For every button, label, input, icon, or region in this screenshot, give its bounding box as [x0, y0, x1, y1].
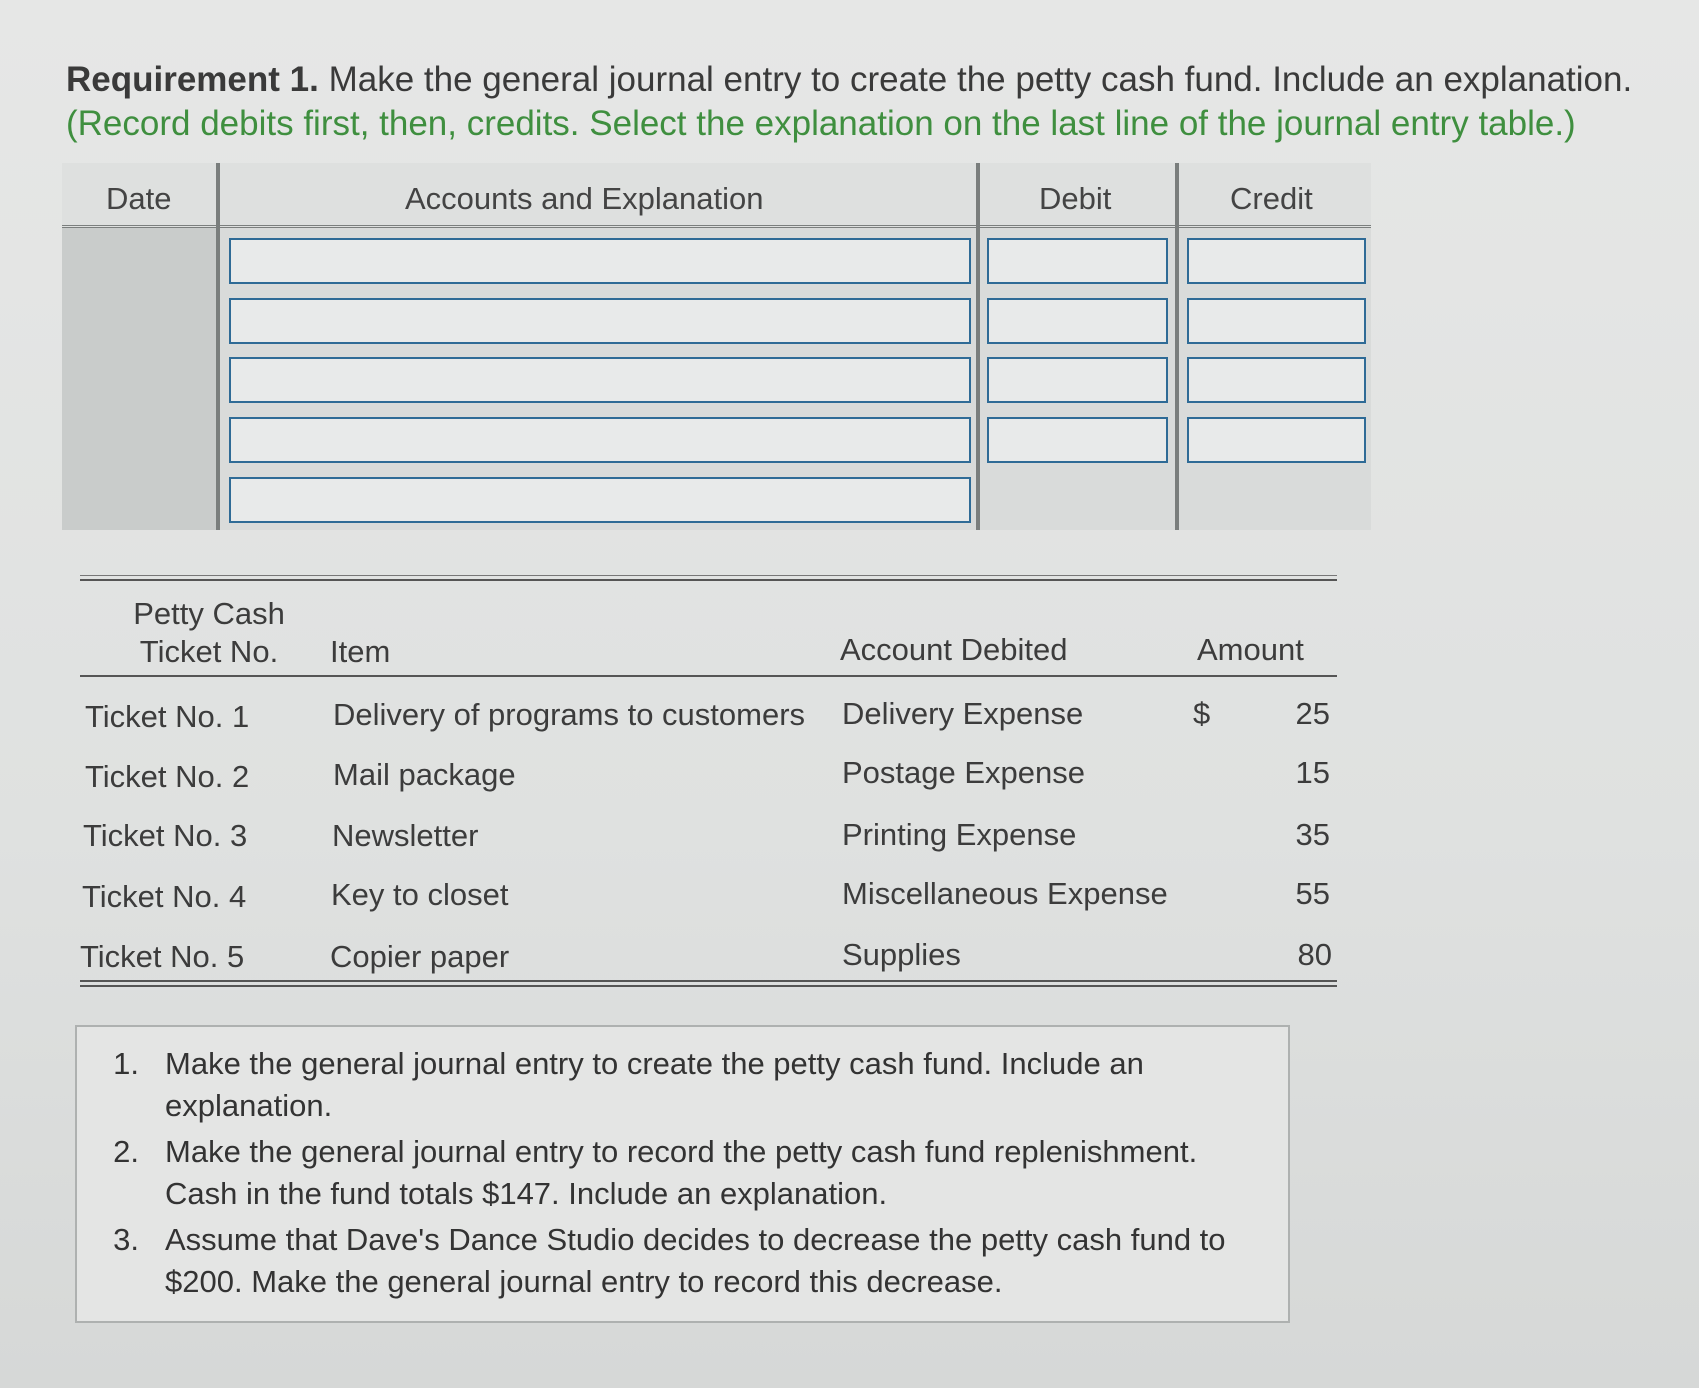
header-ticket-line2: Ticket No. — [139, 634, 279, 669]
account-input-row-2[interactable] — [229, 298, 971, 344]
ticket-amount: 25 — [1295, 696, 1330, 731]
date-column — [62, 228, 216, 530]
column-divider — [216, 163, 220, 530]
header-date: Date — [106, 181, 172, 216]
ticket-number: Ticket No. 3 — [83, 818, 248, 853]
ticket-account: Delivery Expense — [842, 696, 1084, 731]
requirement-text: Make the general journal entry to create the petty cash fund. Include an explanation. — [165, 1046, 1144, 1123]
requirement-item — [113, 1131, 1275, 1215]
ticket-item: Mail package — [333, 757, 516, 792]
header-account-debited: Account Debited — [840, 632, 1068, 667]
credit-input-row-1[interactable] — [1187, 238, 1366, 284]
requirement-instruction: (Record debits first, then, credits. Select the explanation on the last line of the journal entry table.) — [66, 104, 1576, 143]
requirement-number: 2. — [113, 1134, 139, 1169]
header-ticket-line1: Petty Cash — [133, 596, 285, 631]
credit-input-row-3[interactable] — [1187, 357, 1366, 403]
header-credit: Credit — [1230, 181, 1313, 216]
requirement-number: 3. — [113, 1222, 139, 1257]
header-ticket — [124, 595, 294, 671]
ticket-account: Miscellaneous Expense — [842, 876, 1168, 911]
journal-entry-table — [62, 163, 1371, 530]
ticket-number: Ticket No. 2 — [85, 759, 250, 794]
requirement-text: Make the general journal entry to record the petty cash fund replenishment. Cash in the fund totals $147. Include an explanation. — [165, 1134, 1198, 1211]
ticket-number: Ticket No. 5 — [80, 939, 245, 974]
requirement-label: Requirement 1. — [66, 60, 319, 99]
ticket-amount: 35 — [1295, 817, 1330, 852]
ticket-amount: 80 — [1297, 937, 1332, 972]
ticket-number: Ticket No. 4 — [82, 879, 247, 914]
header-rule — [80, 675, 1337, 677]
currency-symbol: $ — [1193, 696, 1211, 731]
ticket-account: Postage Expense — [842, 755, 1086, 790]
ticket-amount: 55 — [1295, 876, 1330, 911]
requirements-box — [75, 1025, 1290, 1323]
table-bottom-rule — [80, 980, 1337, 987]
account-input-row-4[interactable] — [229, 417, 971, 463]
requirement-item — [113, 1219, 1275, 1303]
header-item: Item — [330, 634, 391, 669]
requirement-text: Assume that Dave's Dance Studio decides to decrease the petty cash fund to $200. Make the general journal entry to record this decrease. — [165, 1222, 1226, 1299]
debit-input-row-4[interactable] — [987, 417, 1168, 463]
column-divider — [976, 163, 980, 530]
debit-input-row-2[interactable] — [987, 298, 1168, 344]
explanation-input[interactable] — [229, 477, 971, 523]
ticket-amount: 15 — [1295, 755, 1330, 790]
requirement-text: Make the general journal entry to create the petty cash fund. Include an explanation. — [318, 60, 1633, 99]
debit-input-row-3[interactable] — [987, 357, 1168, 403]
debit-input-row-1[interactable] — [987, 238, 1168, 284]
ticket-item: Newsletter — [332, 818, 479, 853]
requirement-item — [113, 1043, 1275, 1127]
ticket-item: Copier paper — [330, 939, 510, 974]
header-debit: Debit — [1039, 181, 1112, 216]
petty-cash-table — [80, 575, 1337, 990]
header-accounts: Accounts and Explanation — [405, 181, 764, 216]
ticket-item: Delivery of programs to customers — [333, 697, 806, 732]
ticket-number: Ticket No. 1 — [85, 699, 250, 734]
account-input-row-3[interactable] — [229, 357, 971, 403]
requirement-heading — [66, 58, 1666, 146]
ticket-account: Printing Expense — [842, 817, 1077, 852]
account-input-row-1[interactable] — [229, 238, 971, 284]
credit-input-row-2[interactable] — [1187, 298, 1366, 344]
requirement-number: 1. — [113, 1046, 139, 1081]
ticket-item: Key to closet — [331, 877, 509, 912]
table-top-rule — [80, 575, 1337, 581]
ticket-account: Supplies — [842, 937, 961, 972]
column-divider — [1175, 163, 1179, 530]
credit-input-row-4[interactable] — [1187, 417, 1366, 463]
header-amount: Amount — [1197, 632, 1304, 667]
